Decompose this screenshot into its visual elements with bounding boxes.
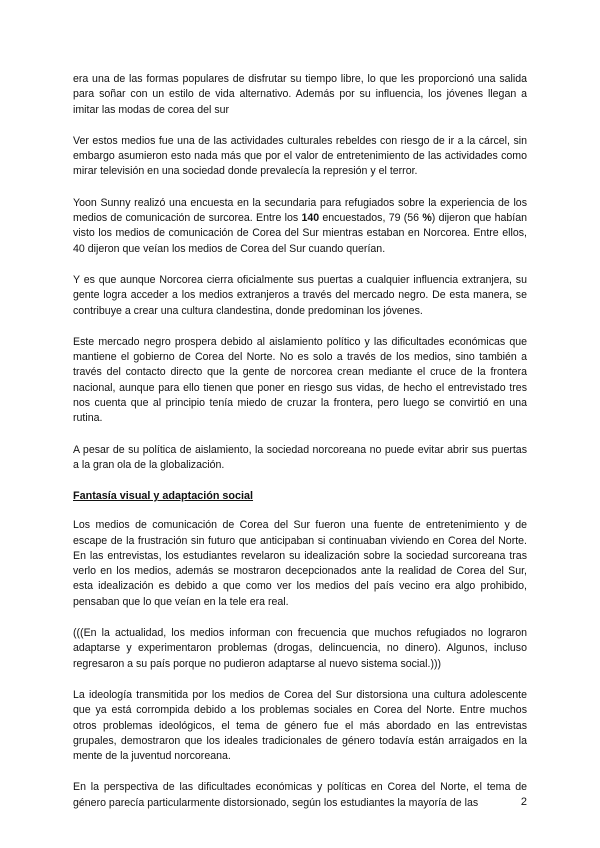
- document-body: [73, 72, 527, 827]
- paragraph: Los medios de comunicación de Corea del Sur fueron una fuente de entretenimiento y de escape de la frustración sin futuro que anticipaban si continuaban viviendo en Corea del Norte. En las entrevistas, los estudiantes revelaron su idealización sobre la sociedad surcoreana tras verlo en los medios, además se mostraron decepcionados ante la realidad de Corea del Sur, esta idealización es debido a que como ver los medios del país vecino era algo prohibido, pensaban que lo que veían en la tele era real.: [73, 519, 527, 608]
- paragraph: En la perspectiva de las dificultades económicas y políticas en Corea del Norte, el tema de género parecía particularmente distorsionado, según los estudiantes la mayoría de las: [73, 781, 527, 809]
- paragraph: Y es que aunque Norcorea cierra oficialmente sus puertas a cualquier influencia extranjera, su gente logra acceder a los medios extranjeros a través del mercado negro. De esta manera, se contribuye a crear una cultura clandestina, donde predominan los jóvenes.: [73, 273, 527, 317]
- section-heading: Fantasía visual y adaptación social: [73, 490, 254, 503]
- paragraph: Ver estos medios fue una de las actividades culturales rebeldes con riesgo de ir a la cárcel, sin embargo asumieron esto nada más que por el valor de entretenimiento de las actividades como mirar televisión en una sociedad donde prevalecía la represión y el terror.: [73, 134, 527, 178]
- paragraph: La ideología transmitida por los medios de Corea del Sur distorsiona una cultura adolescente que ya está corrompida debido a los problemas sociales en Corea del Norte. Entre muchos otros problemas ideológicos, el tema de género fue el más abordado en las entrevistas grupales, demostraron que los ideales tradicionales de género todavía están arraigados en la mente de la juventud norcoreana.: [73, 688, 527, 763]
- paragraph-survey: [73, 196, 527, 257]
- paragraph: era una de las formas populares de disfrutar su tiempo libre, lo que les proporcionó una salida para soñar con un estilo de vida alternativo. Además por su influencia, los jóvenes llegan a imitar las modas de corea del sur: [73, 73, 527, 116]
- survey-text-middle: encuestados, 79 (56: [319, 212, 423, 225]
- paragraph: Este mercado negro prospera debido al aislamiento político y las dificultades económicas que mantiene el gobierno de Corea del Norte. No es solo a través de los medios, sino también a través del contacto directo que la gente de norcorea crean mediante el cruce de la frontera nacional, aunque para ello tienen que poner en riesgo sus vidas, de hecho el entrevistado tres nos cuenta que al principio tenía miedo de cruzar la frontera, pero luego se convirtió en una rutina.: [73, 335, 527, 425]
- page-number: 2: [520, 796, 527, 808]
- paragraph: A pesar de su política de aislamiento, la sociedad norcoreana no puede evitar abrir sus puertas a la gran ola de la globalización.: [73, 443, 527, 471]
- paragraph: (((En la actualidad, los medios informan con frecuencia que muchos refugiados no lograron adaptarse y experimentaron problemas (drogas, delincuencia, no dinero). Algunos, incluso regresaron a su país porque no pudieron adaptarse al nuevo sistema social.))): [73, 627, 527, 670]
- survey-total-count: 140: [301, 212, 320, 225]
- survey-percent-sign: %: [422, 212, 432, 225]
- survey-text-start: Yoon Sunny realizó una encuesta en la secundaria para refugiados sobre la experiencia de los medios de comunicación de surcorea. Entre los: [73, 196, 527, 225]
- survey-text-end: ) dijeron que habían visto los medios de comunicación de Corea del Sur mientras estaban en Norcorea. Entre ellos, 40 dijeron que veían los medios de Corea del Sur cuando querían.: [73, 212, 527, 255]
